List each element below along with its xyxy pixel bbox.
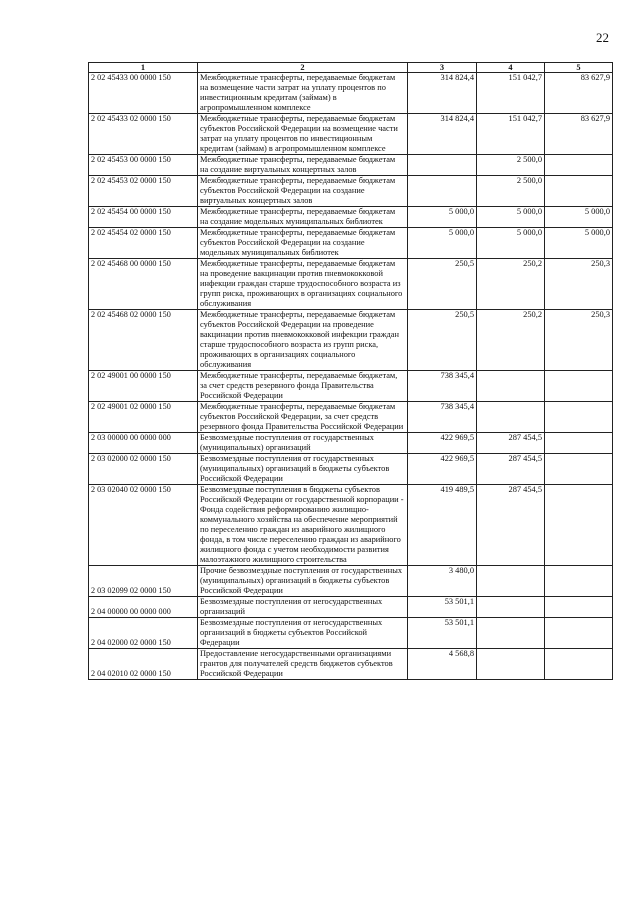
amount-col3-cell: 250,5	[408, 259, 477, 310]
amount-col3-cell: 5 000,0	[408, 228, 477, 259]
budget-code-cell: 2 02 45453 00 0000 150	[89, 155, 198, 176]
column-header-2: 2	[198, 63, 408, 73]
amount-col3-cell: 53 501,1	[408, 618, 477, 649]
revenue-name-cell: Безвозмездные поступления от негосударственных организаций	[198, 597, 408, 618]
budget-revenue-table	[88, 62, 613, 680]
amount-col3-cell: 419 489,5	[408, 485, 477, 566]
amount-col4-cell: 250,2	[477, 310, 545, 371]
revenue-name-cell: Безвозмездные поступления от государственных (муниципальных) организаций	[198, 433, 408, 454]
budget-code-cell: 2 03 02040 02 0000 150	[89, 485, 198, 566]
revenue-name-cell: Межбюджетные трансферты, передаваемые бюджетам субъектов Российской Федерации на проведение вакцинации против пневмококковой инфекции граждан старше трудоспособного возраста из групп риска, проживающих в организациях социального обслуживания	[198, 310, 408, 371]
table-row	[89, 155, 613, 176]
amount-col5-cell	[545, 618, 613, 649]
amount-col3-cell: 5 000,0	[408, 207, 477, 228]
amount-col4-cell: 287 454,5	[477, 454, 545, 485]
amount-col5-cell	[545, 371, 613, 402]
amount-col5-cell	[545, 454, 613, 485]
revenue-name-cell: Предоставление негосударственными организациями грантов для получателей средств бюджетов субъектов Российской Федерации	[198, 649, 408, 680]
table-row	[89, 485, 613, 566]
amount-col5-cell: 250,3	[545, 259, 613, 310]
amount-col3-cell: 314 824,4	[408, 114, 477, 155]
table-row	[89, 114, 613, 155]
revenue-name-cell: Межбюджетные трансферты, передаваемые бюджетам на создание модельных муниципальных библиотек	[198, 207, 408, 228]
revenue-name-cell: Прочие безвозмездные поступления от государственных (муниципальных) организаций в бюджеты субъектов Российской Федерации	[198, 566, 408, 597]
budget-code-cell: 2 03 02000 02 0000 150	[89, 454, 198, 485]
amount-col4-cell: 250,2	[477, 259, 545, 310]
budget-code-cell: 2 03 00000 00 0000 000	[89, 433, 198, 454]
amount-col3-cell: 4 568,8	[408, 649, 477, 680]
amount-col5-cell	[545, 433, 613, 454]
revenue-name-cell: Межбюджетные трансферты, передаваемые бюджетам субъектов Российской Федерации на создание виртуальных концертных залов	[198, 176, 408, 207]
amount-col4-cell: 2 500,0	[477, 155, 545, 176]
table-row	[89, 433, 613, 454]
amount-col4-cell: 5 000,0	[477, 228, 545, 259]
page-number: 22	[596, 30, 609, 45]
amount-col3-cell	[408, 176, 477, 207]
column-header-4: 4	[477, 63, 545, 73]
table-row	[89, 649, 613, 680]
budget-code-cell: 2 03 02099 02 0000 150	[89, 566, 198, 597]
budget-code-cell: 2 04 00000 00 0000 000	[89, 597, 198, 618]
revenue-name-cell: Межбюджетные трансферты, передаваемые бюджетам на создание виртуальных концертных залов	[198, 155, 408, 176]
revenue-name-cell: Межбюджетные трансферты, передаваемые бюджетам субъектов Российской Федерации, за счет средств резервного фонда Правительства Российской Федерации	[198, 402, 408, 433]
amount-col4-cell	[477, 597, 545, 618]
amount-col3-cell: 250,5	[408, 310, 477, 371]
budget-code-cell: 2 02 45468 02 0000 150	[89, 310, 198, 371]
revenue-name-cell: Межбюджетные трансферты, передаваемые бюджетам субъектов Российской Федерации на возмещение части затрат на уплату процентов по инвестиционным кредитам (займам) в агропромышленном комплексе	[198, 114, 408, 155]
revenue-name-cell: Межбюджетные трансферты, передаваемые бюджетам на проведение вакцинации против пневмококковой инфекции граждан старше трудоспособного возраста из групп риска, проживающих в организациях социального обслуживания	[198, 259, 408, 310]
amount-col4-cell	[477, 402, 545, 433]
column-header-3: 3	[408, 63, 477, 73]
amount-col4-cell	[477, 618, 545, 649]
budget-code-cell: 2 02 49001 02 0000 150	[89, 402, 198, 433]
revenue-name-cell: Межбюджетные трансферты, передаваемые бюджетам на возмещение части затрат на уплату процентов по инвестиционным кредитам (займам) в агропромышленном комплексе	[198, 73, 408, 114]
table-row	[89, 566, 613, 597]
revenue-name-cell: Безвозмездные поступления от государственных (муниципальных) организаций в бюджеты субъектов Российской Федерации	[198, 454, 408, 485]
amount-col5-cell: 5 000,0	[545, 207, 613, 228]
table-row	[89, 73, 613, 114]
amount-col3-cell: 422 969,5	[408, 433, 477, 454]
table-row	[89, 371, 613, 402]
budget-code-cell: 2 02 45433 00 0000 150	[89, 73, 198, 114]
amount-col4-cell: 2 500,0	[477, 176, 545, 207]
table-row	[89, 454, 613, 485]
amount-col5-cell	[545, 597, 613, 618]
amount-col5-cell: 83 627,9	[545, 73, 613, 114]
amount-col4-cell: 287 454,5	[477, 433, 545, 454]
amount-col3-cell: 422 969,5	[408, 454, 477, 485]
budget-code-cell: 2 02 45454 02 0000 150	[89, 228, 198, 259]
amount-col3-cell: 3 480,0	[408, 566, 477, 597]
budget-code-cell: 2 02 45433 02 0000 150	[89, 114, 198, 155]
amount-col4-cell	[477, 371, 545, 402]
budget-code-cell: 2 02 45468 00 0000 150	[89, 259, 198, 310]
table-row	[89, 310, 613, 371]
amount-col5-cell	[545, 649, 613, 680]
table-row	[89, 597, 613, 618]
amount-col5-cell: 5 000,0	[545, 228, 613, 259]
amount-col5-cell	[545, 155, 613, 176]
amount-col5-cell	[545, 566, 613, 597]
revenue-name-cell: Безвозмездные поступления в бюджеты субъектов Российской Федерации от государственной корпорации - Фонда содействия реформированию жилищно-коммунального хозяйства на обеспечение мероприятий по переселению граждан из аварийного жилищного фонда, в том числе переселению граждан из аварийного жилищного фонда с учетом необходимости развития малоэтажного жилищного строительства	[198, 485, 408, 566]
table-body	[89, 73, 613, 680]
amount-col4-cell: 5 000,0	[477, 207, 545, 228]
table-row	[89, 176, 613, 207]
amount-col3-cell: 314 824,4	[408, 73, 477, 114]
amount-col3-cell: 53 501,1	[408, 597, 477, 618]
amount-col4-cell	[477, 649, 545, 680]
budget-code-cell: 2 02 45454 00 0000 150	[89, 207, 198, 228]
table-row	[89, 618, 613, 649]
amount-col5-cell: 83 627,9	[545, 114, 613, 155]
budget-code-cell: 2 04 02010 02 0000 150	[89, 649, 198, 680]
amount-col5-cell	[545, 485, 613, 566]
table-header-row	[89, 63, 613, 73]
amount-col3-cell: 738 345,4	[408, 402, 477, 433]
budget-code-cell: 2 02 45453 02 0000 150	[89, 176, 198, 207]
amount-col5-cell: 250,3	[545, 310, 613, 371]
table-row	[89, 228, 613, 259]
column-header-1: 1	[89, 63, 198, 73]
revenue-name-cell: Межбюджетные трансферты, передаваемые бюджетам субъектов Российской Федерации на создание модельных муниципальных библиотек	[198, 228, 408, 259]
amount-col4-cell: 151 042,7	[477, 114, 545, 155]
budget-code-cell: 2 02 49001 00 0000 150	[89, 371, 198, 402]
table-row	[89, 259, 613, 310]
amount-col4-cell: 151 042,7	[477, 73, 545, 114]
column-header-5: 5	[545, 63, 613, 73]
amount-col4-cell	[477, 566, 545, 597]
amount-col3-cell: 738 345,4	[408, 371, 477, 402]
amount-col3-cell	[408, 155, 477, 176]
amount-col5-cell	[545, 176, 613, 207]
revenue-name-cell: Межбюджетные трансферты, передаваемые бюджетам, за счет средств резервного фонда Правительства Российской Федерации	[198, 371, 408, 402]
revenue-name-cell: Безвозмездные поступления от негосударственных организаций в бюджеты субъектов Российской Федерации	[198, 618, 408, 649]
amount-col5-cell	[545, 402, 613, 433]
amount-col4-cell: 287 454,5	[477, 485, 545, 566]
table-row	[89, 402, 613, 433]
table-row	[89, 207, 613, 228]
budget-code-cell: 2 04 02000 02 0000 150	[89, 618, 198, 649]
